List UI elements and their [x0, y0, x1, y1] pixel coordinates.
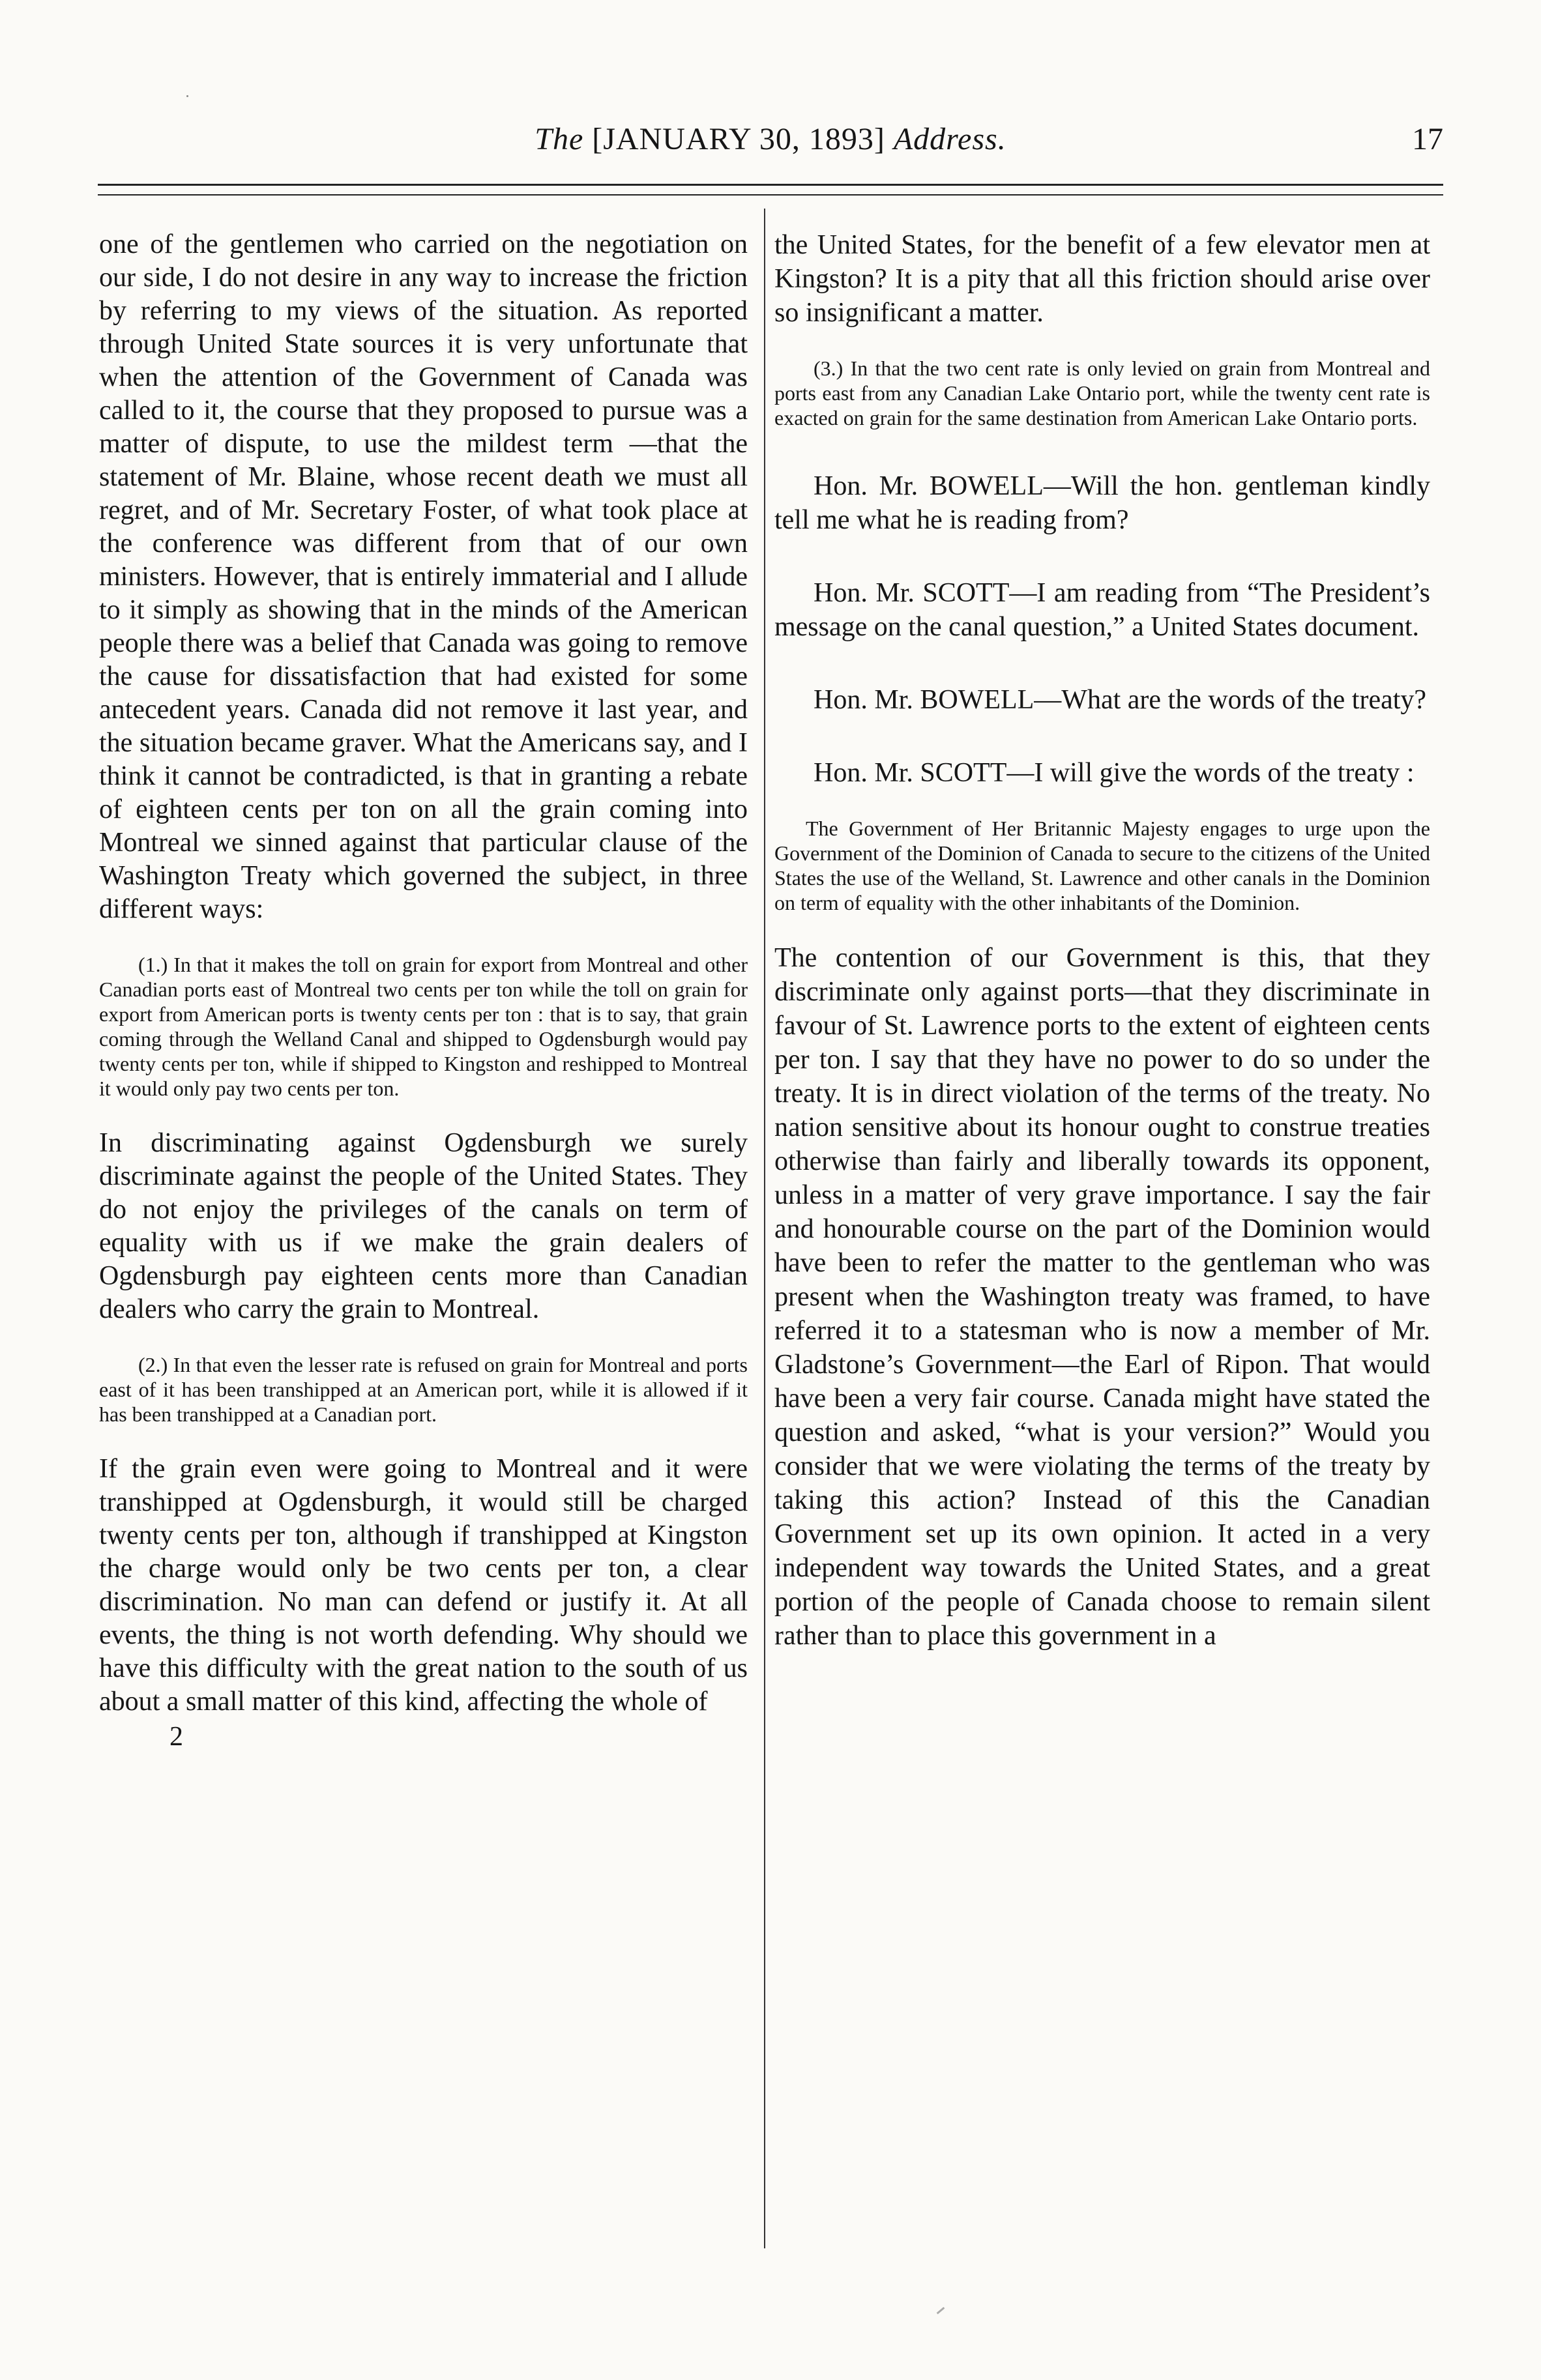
column-divider: [764, 209, 765, 2248]
speaker-bowell-2: Hon. Mr. BOWELL—What are the words of the treaty?: [814, 685, 1427, 715]
running-header: [98, 121, 1443, 167]
left-column: [99, 228, 748, 1752]
header-date: [JANUARY 30, 1893]: [592, 122, 885, 156]
paper-speck: [937, 2307, 945, 2314]
header-rule-top: [98, 184, 1443, 186]
speaker-bowell-1: Hon. Mr. BOWELL—Will the hon. gentleman kindly tell me what he is reading from?: [774, 471, 1430, 535]
paper-speck: [186, 95, 188, 97]
left-footnote-1: (1.) In that it makes the toll on grain for export from Montreal and other Canadian ports east of Montreal two cents per ton while the toll on grain for export from American ports is twenty cents per ton : that is to say, that grain coming through the Welland Canal and shipped to Ogdensburgh would pay twenty cents per ton, while if shipped to Kingston and reshipped to Montreal it would only pay two cents per ton.: [99, 953, 748, 1100]
left-paragraph-1: one of the gentlemen who carried on the negotiation on our side, I do not desire in any way to increase the friction by referring to my views of the situation. As reported through United State sources it is very unfortunate that when the attention of the Government of Canada was called to it, the course that they proposed to pursue was a matter of dispute, to use the mildest term —that the statement of Mr. Blaine, whose recent death we must all regret, and of Mr. Secretary Foster, of what took place at the conference was different from that of our own ministers. However, that is entirely immaterial and I allude to it simply as showing that in the minds of the American people there was a belief that Canada was going to remove the cause for dissatisfaction that had existed for some antecedent years. Canada did not remove it last year, and the situation became graver. What the Americans say, and I think it cannot be contradicted, is that in granting a rebate of eighteen cents per ton on all the grain coming into Montreal we sinned against that particular clause of the Washington Treaty which governed the subject, in three different ways:: [99, 229, 748, 924]
right-column: [774, 228, 1430, 1653]
signature-mark: 2: [169, 1722, 183, 1752]
page-number: 17: [1412, 122, 1443, 156]
left-paragraph-3: If the grain even were going to Montreal and it were transhipped at Ogdensburgh, it would still be charged twenty cents per ton, although if transhipped at Kingston the charge would only be two cents per ton, a clear discrimination. No man can defend or justify it. At all events, the thing is not worth defending. Why should we have this difficulty with the great nation to the south of us about a small matter of this kind, affecting the whole of: [99, 1454, 748, 1717]
left-paragraph-2: In discriminating against Ogdensburgh we surely discriminate against the people of the United States. They do not enjoy the privileges of the canals on term of equality with us if we make the grain dealers of Ogdensburgh pay eighteen cents more than Canadian dealers who carry the grain to Montreal.: [99, 1128, 748, 1324]
left-footnote-2: (2.) In that even the lesser rate is refused on grain for Montreal and ports east of it has been transhipped at an American port, while it is allowed if it has been transhipped at a Canadian port.: [99, 1353, 748, 1426]
speaker-scott-2: Hon. Mr. SCOTT—I will give the words of the treaty :: [814, 758, 1415, 788]
speaker-scott-1: Hon. Mr. SCOTT—I am reading from “The President’s message on the canal question,” a United States document.: [774, 578, 1430, 642]
right-paragraph-1: the United States, for the benefit of a few elevator men at Kingston? It is a pity that all this friction should arise over so insignificant a matter.: [774, 230, 1430, 328]
header-title-post: Address.: [893, 122, 1006, 156]
right-paragraph-contention: The contention of our Government is this, that they discriminate only against ports—that they discriminate in favour of St. Lawrence ports to the extent of eighteen cents per ton. I say that they have no power to do so under the treaty. It is in direct violation of the terms of the treaty. No nation sensitive about its honour ought to construe treaties otherwise than fairly and liberally towards its opponent, unless in a matter of very grave importance. I say the fair and honourable course on the part of the Dominion would have been to refer the matter to the gentleman who was present when the Washington treaty was framed, to have referred it to a statesman who is now a member of Mr. Gladstone’s Government—the Earl of Ripon. That would have been a very fair course. Canada might have stated the question and asked, “what is your version?” Would you consider that we were violating the terms of the treaty by taking this action? Instead of this the Canadian Government set up its own opinion. It acted in a very independent way towards the United States, and a great portion of the people of Canada choose to remain silent rather than to place this government in a: [774, 943, 1430, 1651]
header-title-pre: The: [535, 122, 584, 156]
header-title: [98, 121, 1443, 157]
right-footnote-3: (3.) In that the two cent rate is only levied on grain from Montreal and ports east from any Canadian Lake Ontario port, while the twenty cent rate is exacted on grain for the same destination from American Lake Ontario ports.: [774, 356, 1430, 429]
header-rule-bottom: [98, 194, 1443, 196]
treaty-quote: The Government of Her Britannic Majesty engages to urge upon the Government of the Dominion of Canada to secure to the citizens of the United States the use of the Welland, St. Lawrence and other canals in the Dominion on term of equality with the other inhabitants of the Dominion.: [774, 817, 1430, 914]
